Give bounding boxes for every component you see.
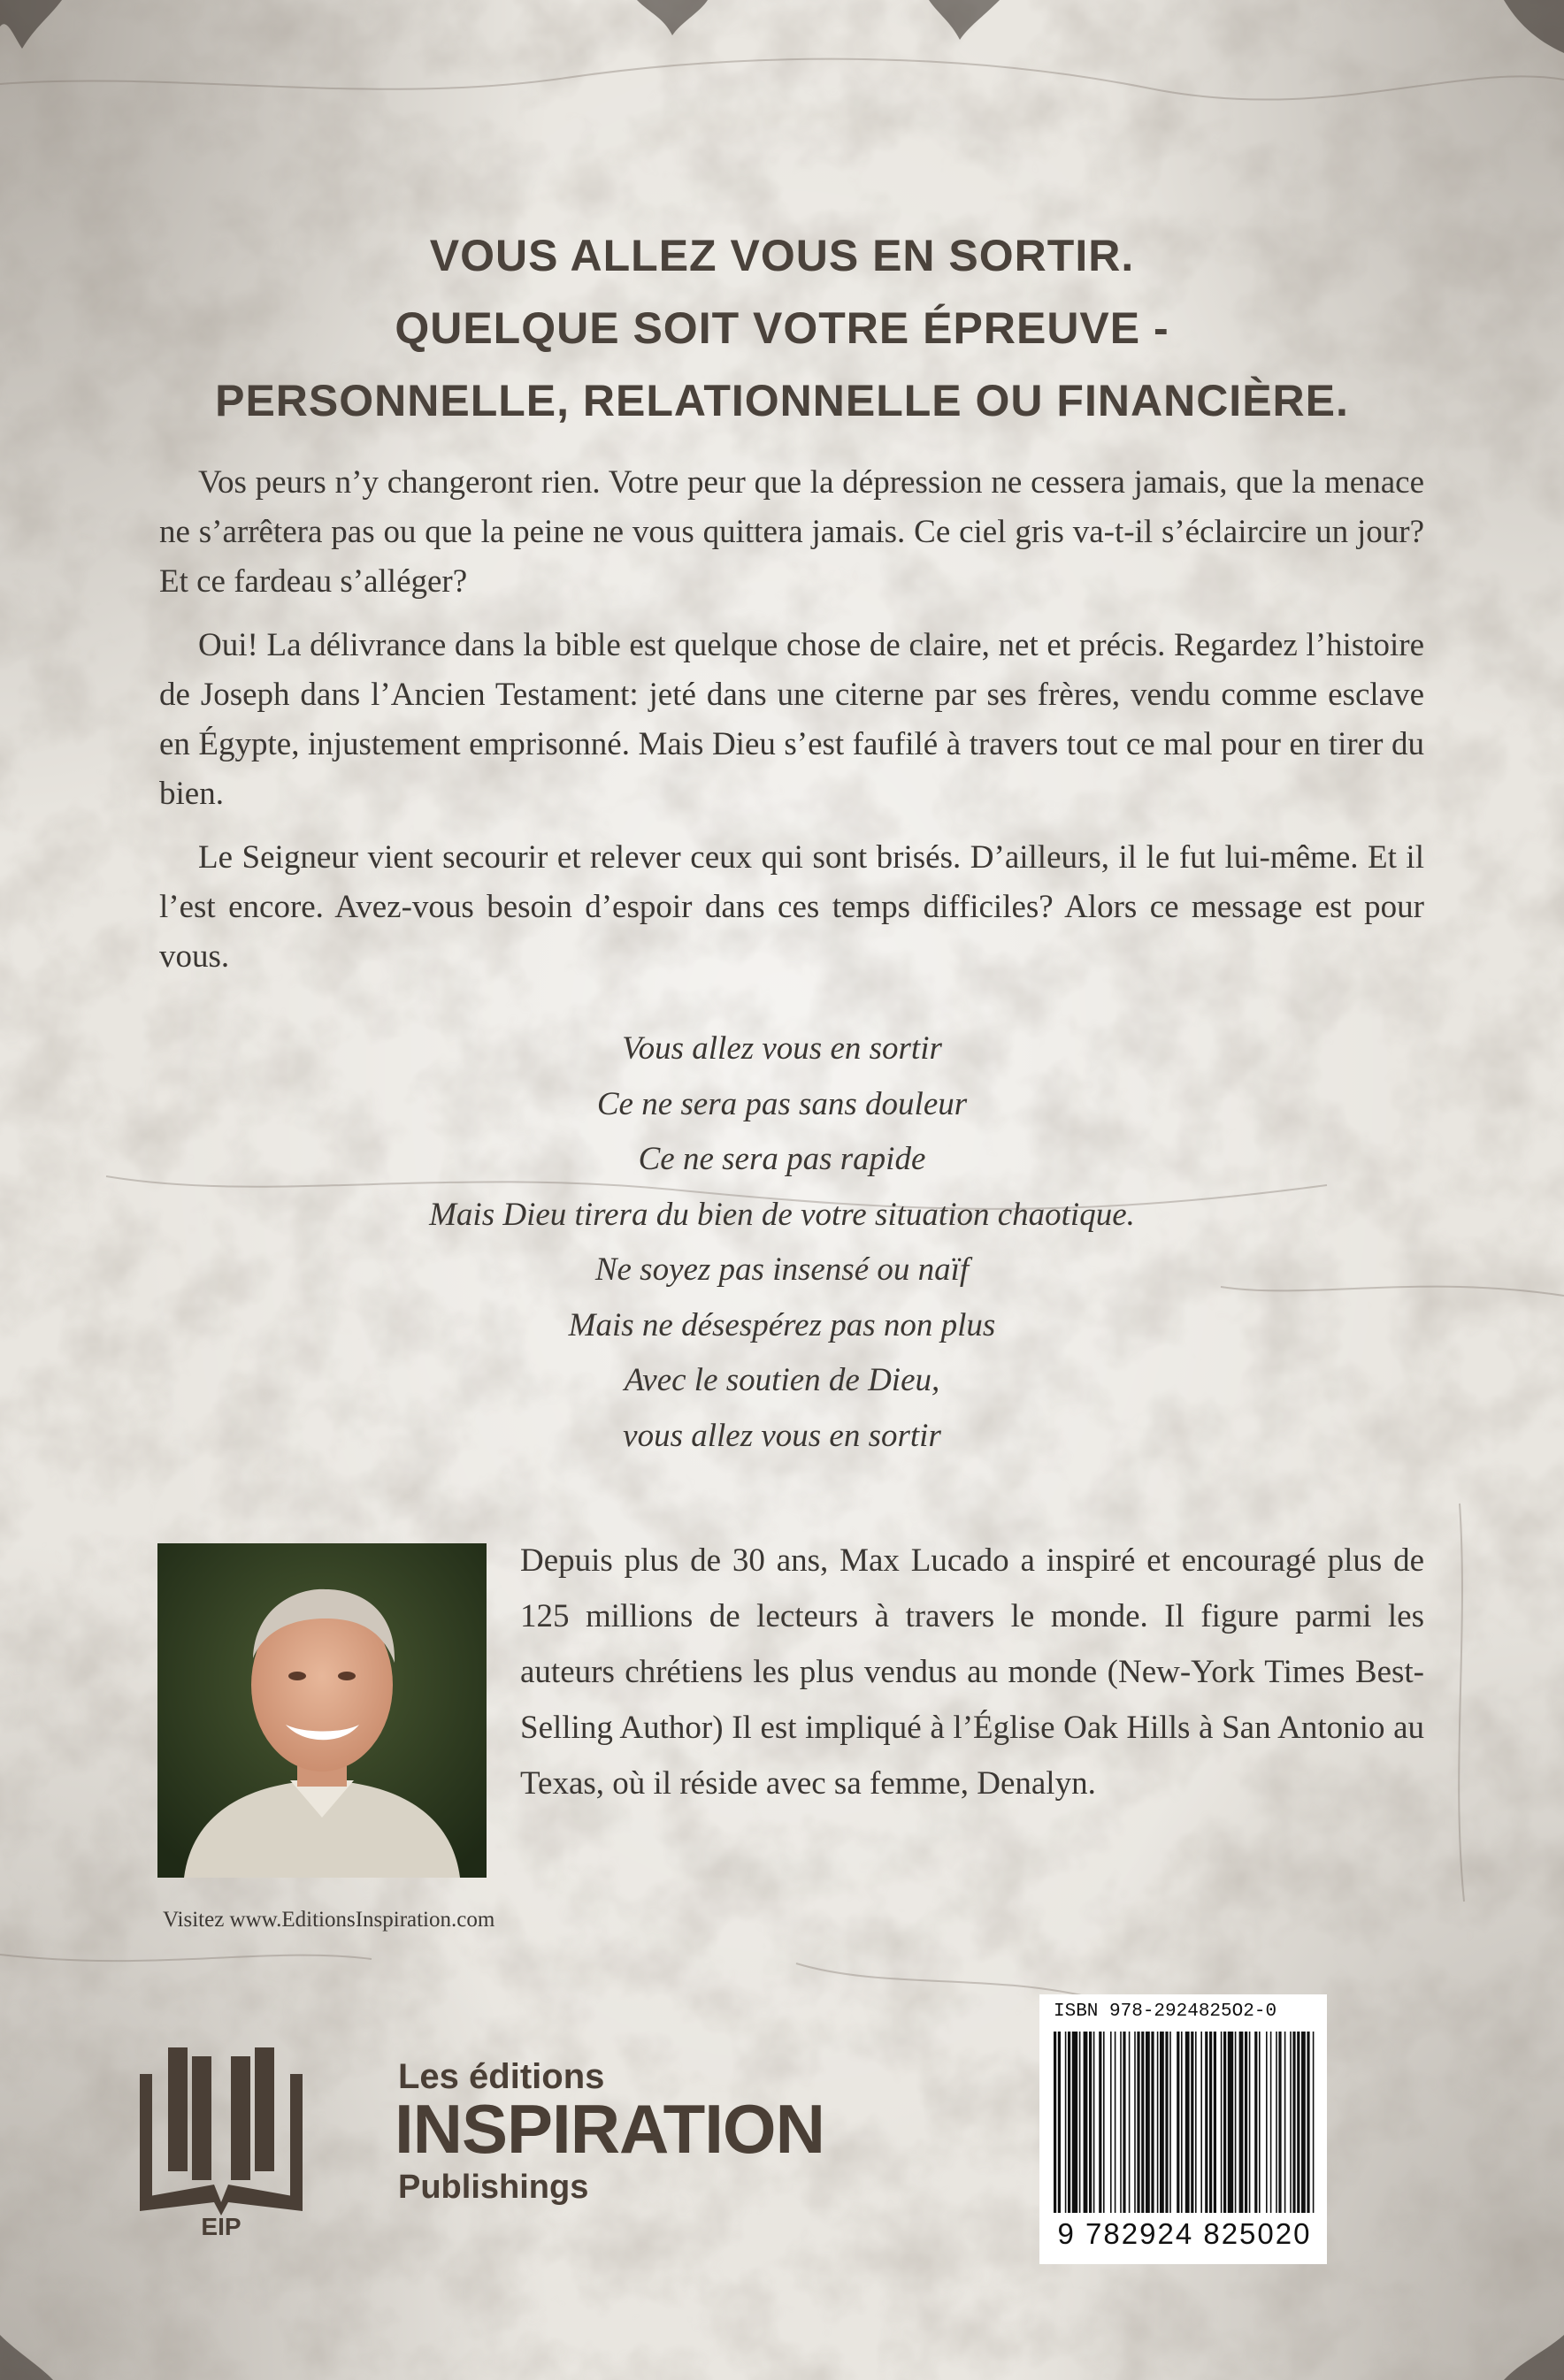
barcode-bar bbox=[1290, 2032, 1292, 2213]
barcode-bar bbox=[1209, 2032, 1212, 2213]
barcode-bar bbox=[1195, 2032, 1197, 2213]
barcode-bar bbox=[1200, 2032, 1202, 2213]
barcode-bar bbox=[1177, 2032, 1179, 2213]
headline-line: QUELQUE SOIT VOTRE ÉPREUVE - bbox=[395, 303, 1169, 353]
barcode-bar bbox=[1301, 2032, 1306, 2213]
barcode-bar bbox=[1205, 2032, 1208, 2213]
isbn-label: ISBN 978-2924825O2-0 bbox=[1054, 2001, 1277, 2022]
barcode-bar bbox=[1054, 2032, 1056, 2213]
barcode-bar bbox=[1093, 2032, 1095, 2213]
barcode-bar bbox=[1089, 2032, 1092, 2213]
barcode-bar bbox=[1120, 2032, 1122, 2213]
poem-line: Ne soyez pas insensé ou naïf bbox=[594, 1251, 970, 1288]
poem-line: Mais ne désespérez pas non plus bbox=[568, 1306, 996, 1343]
barcode-bar bbox=[1157, 2032, 1159, 2213]
barcode-bar bbox=[1103, 2032, 1105, 2213]
barcode-bar bbox=[1141, 2032, 1144, 2213]
barcode-bar bbox=[1079, 2032, 1081, 2213]
barcode-bar bbox=[1223, 2032, 1226, 2213]
barcode-bar bbox=[1259, 2032, 1261, 2213]
barcode-bar bbox=[1146, 2032, 1150, 2213]
barcode-bar bbox=[1151, 2032, 1154, 2213]
barcode-bar bbox=[1181, 2032, 1183, 2213]
barcode-bar bbox=[1185, 2032, 1190, 2213]
barcode-bar bbox=[1228, 2032, 1233, 2213]
barcode-bar bbox=[1292, 2032, 1295, 2213]
poem-line: vous allez vous en sortir bbox=[623, 1417, 941, 1454]
barcode-bar bbox=[1245, 2032, 1247, 2213]
publisher-line-3: Publishings bbox=[398, 2169, 589, 2206]
author-bio: Depuis plus de 30 ans, Max Lucado a inspiré et encouragé plus de 125 millions de lecteurs à travers le monde. Il figure parmi les auteurs chrétiens les plus vendus au monde (New-York Times Best-Selling Author) Il est impliqué à l’Église Oak Hills à San Antonio au Texas, où il réside avec sa femme, Denalyn. bbox=[520, 1542, 1424, 1802]
barcode-bar bbox=[1165, 2032, 1168, 2213]
poem-line: Ce ne sera pas rapide bbox=[638, 1141, 926, 1177]
barcode-bar bbox=[1160, 2032, 1164, 2213]
barcode-digits: 9 782924 825020 bbox=[1057, 2217, 1312, 2250]
blurb-paragraph: Vos peurs n’y changeront rien. Votre peur que la dépression ne cessera jamais, que la menace ne s’arrêtera pas ou que la peine ne vous quittera jamais. Ce ciel gris va-t-il s’éclaircire un jour? Et ce fardeau s’alléger? bbox=[159, 464, 1424, 600]
barcode-bar bbox=[1249, 2032, 1251, 2213]
barcode-bar bbox=[1129, 2032, 1131, 2213]
barcode-bar bbox=[1169, 2032, 1171, 2213]
barcode-bar bbox=[1307, 2032, 1309, 2213]
barcode-bar bbox=[1221, 2032, 1223, 2213]
barcode-bars bbox=[1054, 2032, 1315, 2213]
book-logo-icon bbox=[133, 2039, 310, 2238]
barcode-bar bbox=[1099, 2032, 1101, 2213]
barcode-bar bbox=[1123, 2032, 1125, 2213]
headline-line: PERSONNELLE, RELATIONNELLE OU FINANCIÈRE. bbox=[215, 376, 1349, 425]
barcode-bar bbox=[1084, 2032, 1088, 2213]
publisher-line-1: Les éditions bbox=[398, 2057, 605, 2096]
barcode-bar bbox=[1137, 2032, 1139, 2213]
barcode-bar bbox=[1270, 2032, 1272, 2213]
barcode-bar bbox=[1065, 2032, 1067, 2213]
publisher-name: INSPIRATION bbox=[395, 2090, 824, 2168]
headline bbox=[0, 219, 1564, 437]
blurb bbox=[159, 458, 1424, 996]
barcode-bar bbox=[1276, 2032, 1277, 2213]
poem-line: Mais Dieu tirera du bien de votre situation chaotique. bbox=[429, 1196, 1135, 1233]
barcode-bar bbox=[1284, 2032, 1286, 2213]
barcode-bar bbox=[1115, 2032, 1116, 2213]
barcode-bar bbox=[1297, 2032, 1300, 2213]
barcode-bar bbox=[1058, 2032, 1061, 2213]
barcode-bar bbox=[1068, 2032, 1070, 2213]
logo-letters: EIP bbox=[201, 2213, 242, 2238]
barcode-label bbox=[1039, 1994, 1327, 2264]
barcode-bar bbox=[1313, 2032, 1315, 2213]
barcode-bar bbox=[1254, 2032, 1257, 2213]
headline-line: VOUS ALLEZ VOUS EN SORTIR. bbox=[429, 231, 1135, 280]
poem bbox=[0, 1022, 1564, 1464]
barcode-bar bbox=[1134, 2032, 1136, 2213]
barcode-bar bbox=[1239, 2032, 1244, 2213]
author-photo bbox=[157, 1543, 487, 1878]
barcode-bar bbox=[1110, 2032, 1112, 2213]
blurb-paragraph: Le Seigneur vient secourir et relever ceux qui sont brisés. D’ailleurs, il le fut lui-même. Et il l’est encore. Avez-vous besoin d’espoir dans ces temps difficiles? Alors ce message est pour vous. bbox=[159, 839, 1424, 975]
blurb-paragraph: Oui! La délivrance dans la bible est quelque chose de claire, net et précis. Regardez l’histoire de Joseph dans l’Ancien Testament: jeté dans une citerne par ses frères, vendu comme esclave en Égypte, injustement emprisonné. Mais Dieu s’est faufilé à travers tout ce mal pour en tirer du bien. bbox=[159, 627, 1424, 812]
barcode-bar bbox=[1214, 2032, 1216, 2213]
website-link[interactable]: Visitez www.EditionsInspiration.com bbox=[163, 1908, 495, 1932]
poem-line: Ce ne sera pas sans douleur bbox=[596, 1085, 968, 1122]
barcode-bar bbox=[1191, 2032, 1193, 2213]
barcode-bar bbox=[1266, 2032, 1268, 2213]
barcode-bar bbox=[1072, 2032, 1077, 2213]
barcode-bar bbox=[1278, 2032, 1281, 2213]
poem-line: Vous allez vous en sortir bbox=[622, 1030, 942, 1067]
poem-line: Avec le soutien de Dieu, bbox=[624, 1362, 940, 1398]
barcode-bar bbox=[1235, 2032, 1237, 2213]
